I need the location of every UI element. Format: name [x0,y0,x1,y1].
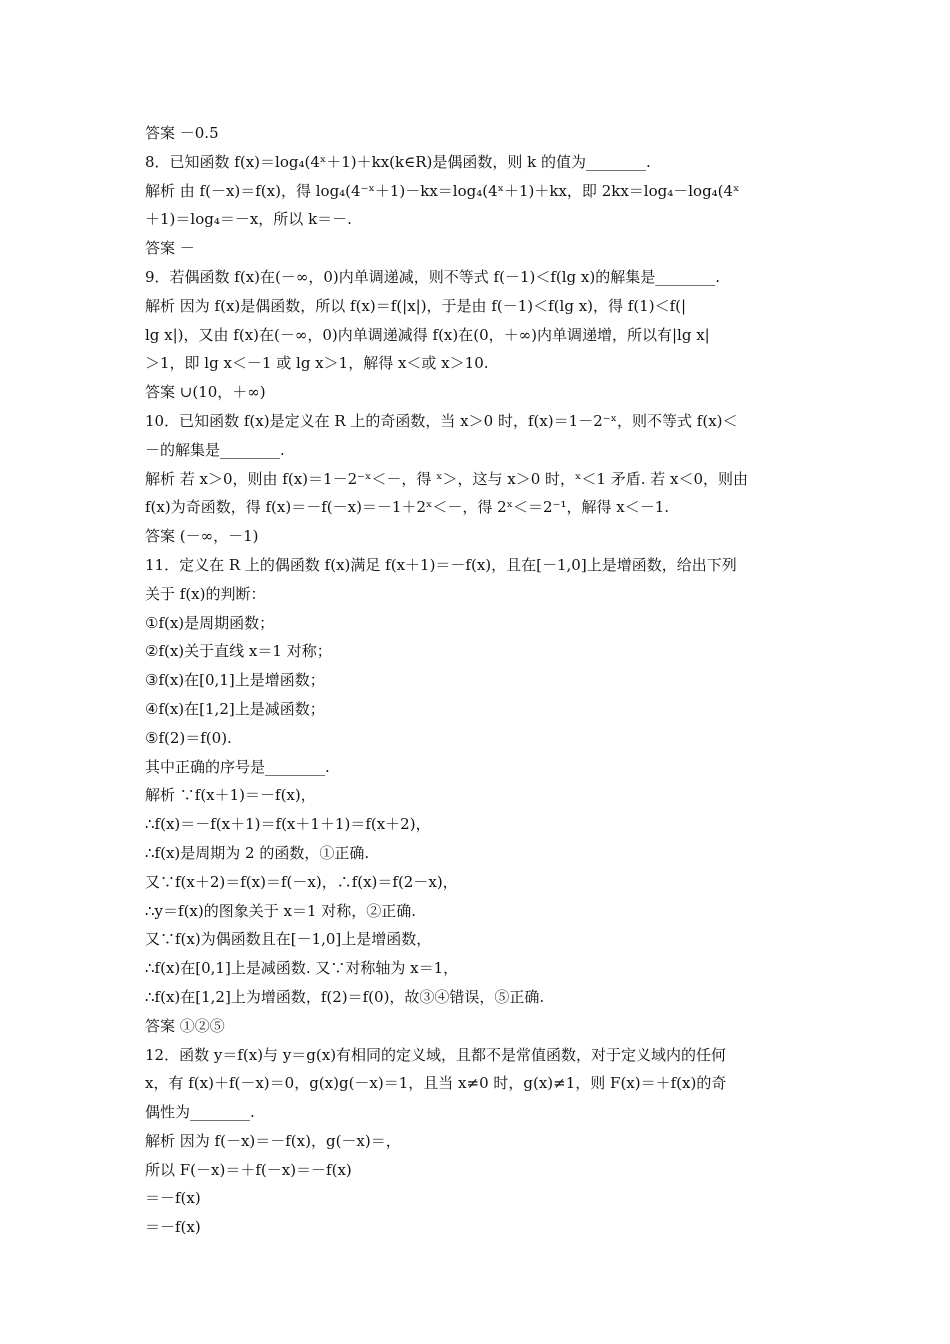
text-line: ②f(x)关于直线 x＝1 对称； [145,642,332,661]
text-line: 答案 ∪(10，＋∞) [145,383,266,402]
text-line: ∴f(x)在[1,2]上为增函数，f(2)＝f(0)，故③④错误，⑤正确. [145,987,545,1006]
text-line: 又∵f(x＋2)＝f(x)＝f(－x)，∴f(x)＝f(2－x)， [145,872,458,891]
text-line: ⑤f(2)＝f(0). [145,728,232,747]
text-line: f(x)为奇函数，得 f(x)＝－f(－x)＝－1＋2ˣ＜－，得 2ˣ＜＝2⁻¹，解得 x＜－1. [145,498,670,517]
text-line: lg x|)，又由 f(x)在(－∞，0)内单调递减得 f(x)在(0，＋∞)内单调递增，所以有|lg x| [145,325,710,344]
text-line: ∴f(x)在[0,1]上是减函数. 又∵对称轴为 x＝1， [145,959,459,978]
text-line: ＝－f(x) [145,1189,201,1208]
text-line: ∴f(x)是周期为 2 的函数，①正确. [145,843,370,862]
text-line: 9．若偶函数 f(x)在(－∞，0)内单调递减，则不等式 f(－1)＜f(lg x)的解集是________. [145,267,720,286]
text-line: 解析 若 x＞0，则由 f(x)＝1－2⁻ˣ＜－，得 ˣ＞，这与 x＞0 时，ˣ＜1 矛盾. 若 x＜0，则由 [145,469,749,488]
text-line: 解析 ∵f(x＋1)＝－f(x)， [145,786,316,805]
text-line: 答案 ①②⑤ [145,1016,225,1035]
text-line: 偶性为________. [145,1103,255,1122]
text-line: x，有 f(x)＋f(－x)＝0，g(x)g(－x)＝1，且当 x≠0 时，g(x)≠1，则 F(x)＝＋f(x)的奇 [145,1074,727,1093]
document-body [145,119,810,1242]
text-line: 又∵f(x)为偶函数且在[－1,0]上是增函数， [145,930,432,949]
text-line: 解析 因为 f(x)是偶函数，所以 f(x)＝f(|x|)，于是由 f(－1)＜f(lg x)，得 f(1)＜f(| [145,296,687,315]
text-line: 所以 F(－x)＝＋f(－x)＝－f(x) [145,1160,352,1179]
text-line: ＋1)＝log₄＝－x，所以 k＝－. [145,210,352,229]
text-line: ＞1，即 lg x＜－1 或 lg x＞1，解得 x＜或 x＞10. [145,354,489,373]
text-line: 解析 由 f(－x)＝f(x)，得 log₄(4⁻ˣ＋1)－kx＝log₄(4ˣ＋1)＋kx，即 2kx＝log₄－log₄(4ˣ [145,181,740,200]
text-line: ＝－f(x) [145,1218,201,1237]
text-line: 11．定义在 R 上的偶函数 f(x)满足 f(x＋1)＝－f(x)，且在[－1,0]上是增函数，给出下列 [145,555,737,574]
text-line: ④f(x)在[1,2]上是减函数； [145,699,325,718]
text-line: 答案 (－∞，－1) [145,527,259,546]
text-line: 答案 － [145,239,195,258]
text-line: ∴f(x)＝－f(x＋1)＝f(x＋1＋1)＝f(x＋2)， [145,815,431,834]
text-line: 解析 因为 f(－x)＝－f(x)，g(－x)＝， [145,1131,401,1150]
text-line: －的解集是________. [145,440,285,459]
text-line: 10．已知函数 f(x)是定义在 R 上的奇函数，当 x＞0 时，f(x)＝1－2⁻ˣ，则不等式 f(x)＜ [145,411,738,430]
text-line: ③f(x)在[0,1]上是增函数； [145,671,325,690]
text-line: 关于 f(x)的判断： [145,584,266,603]
text-line: 12．函数 y＝f(x)与 y＝g(x)有相同的定义域，且都不是常值函数，对于定义域内的任何 [145,1045,727,1064]
text-line: ①f(x)是周期函数； [145,613,275,632]
text-line: 其中正确的序号是________. [145,757,330,776]
text-line: 8．已知函数 f(x)＝log₄(4ˣ＋1)＋kx(k∈R)是偶函数，则 k 的值为________. [145,152,651,171]
text-line: ∴y＝f(x)的图象关于 x＝1 对称，②正确. [145,901,417,920]
text-line: 答案 －0.5 [145,124,219,142]
